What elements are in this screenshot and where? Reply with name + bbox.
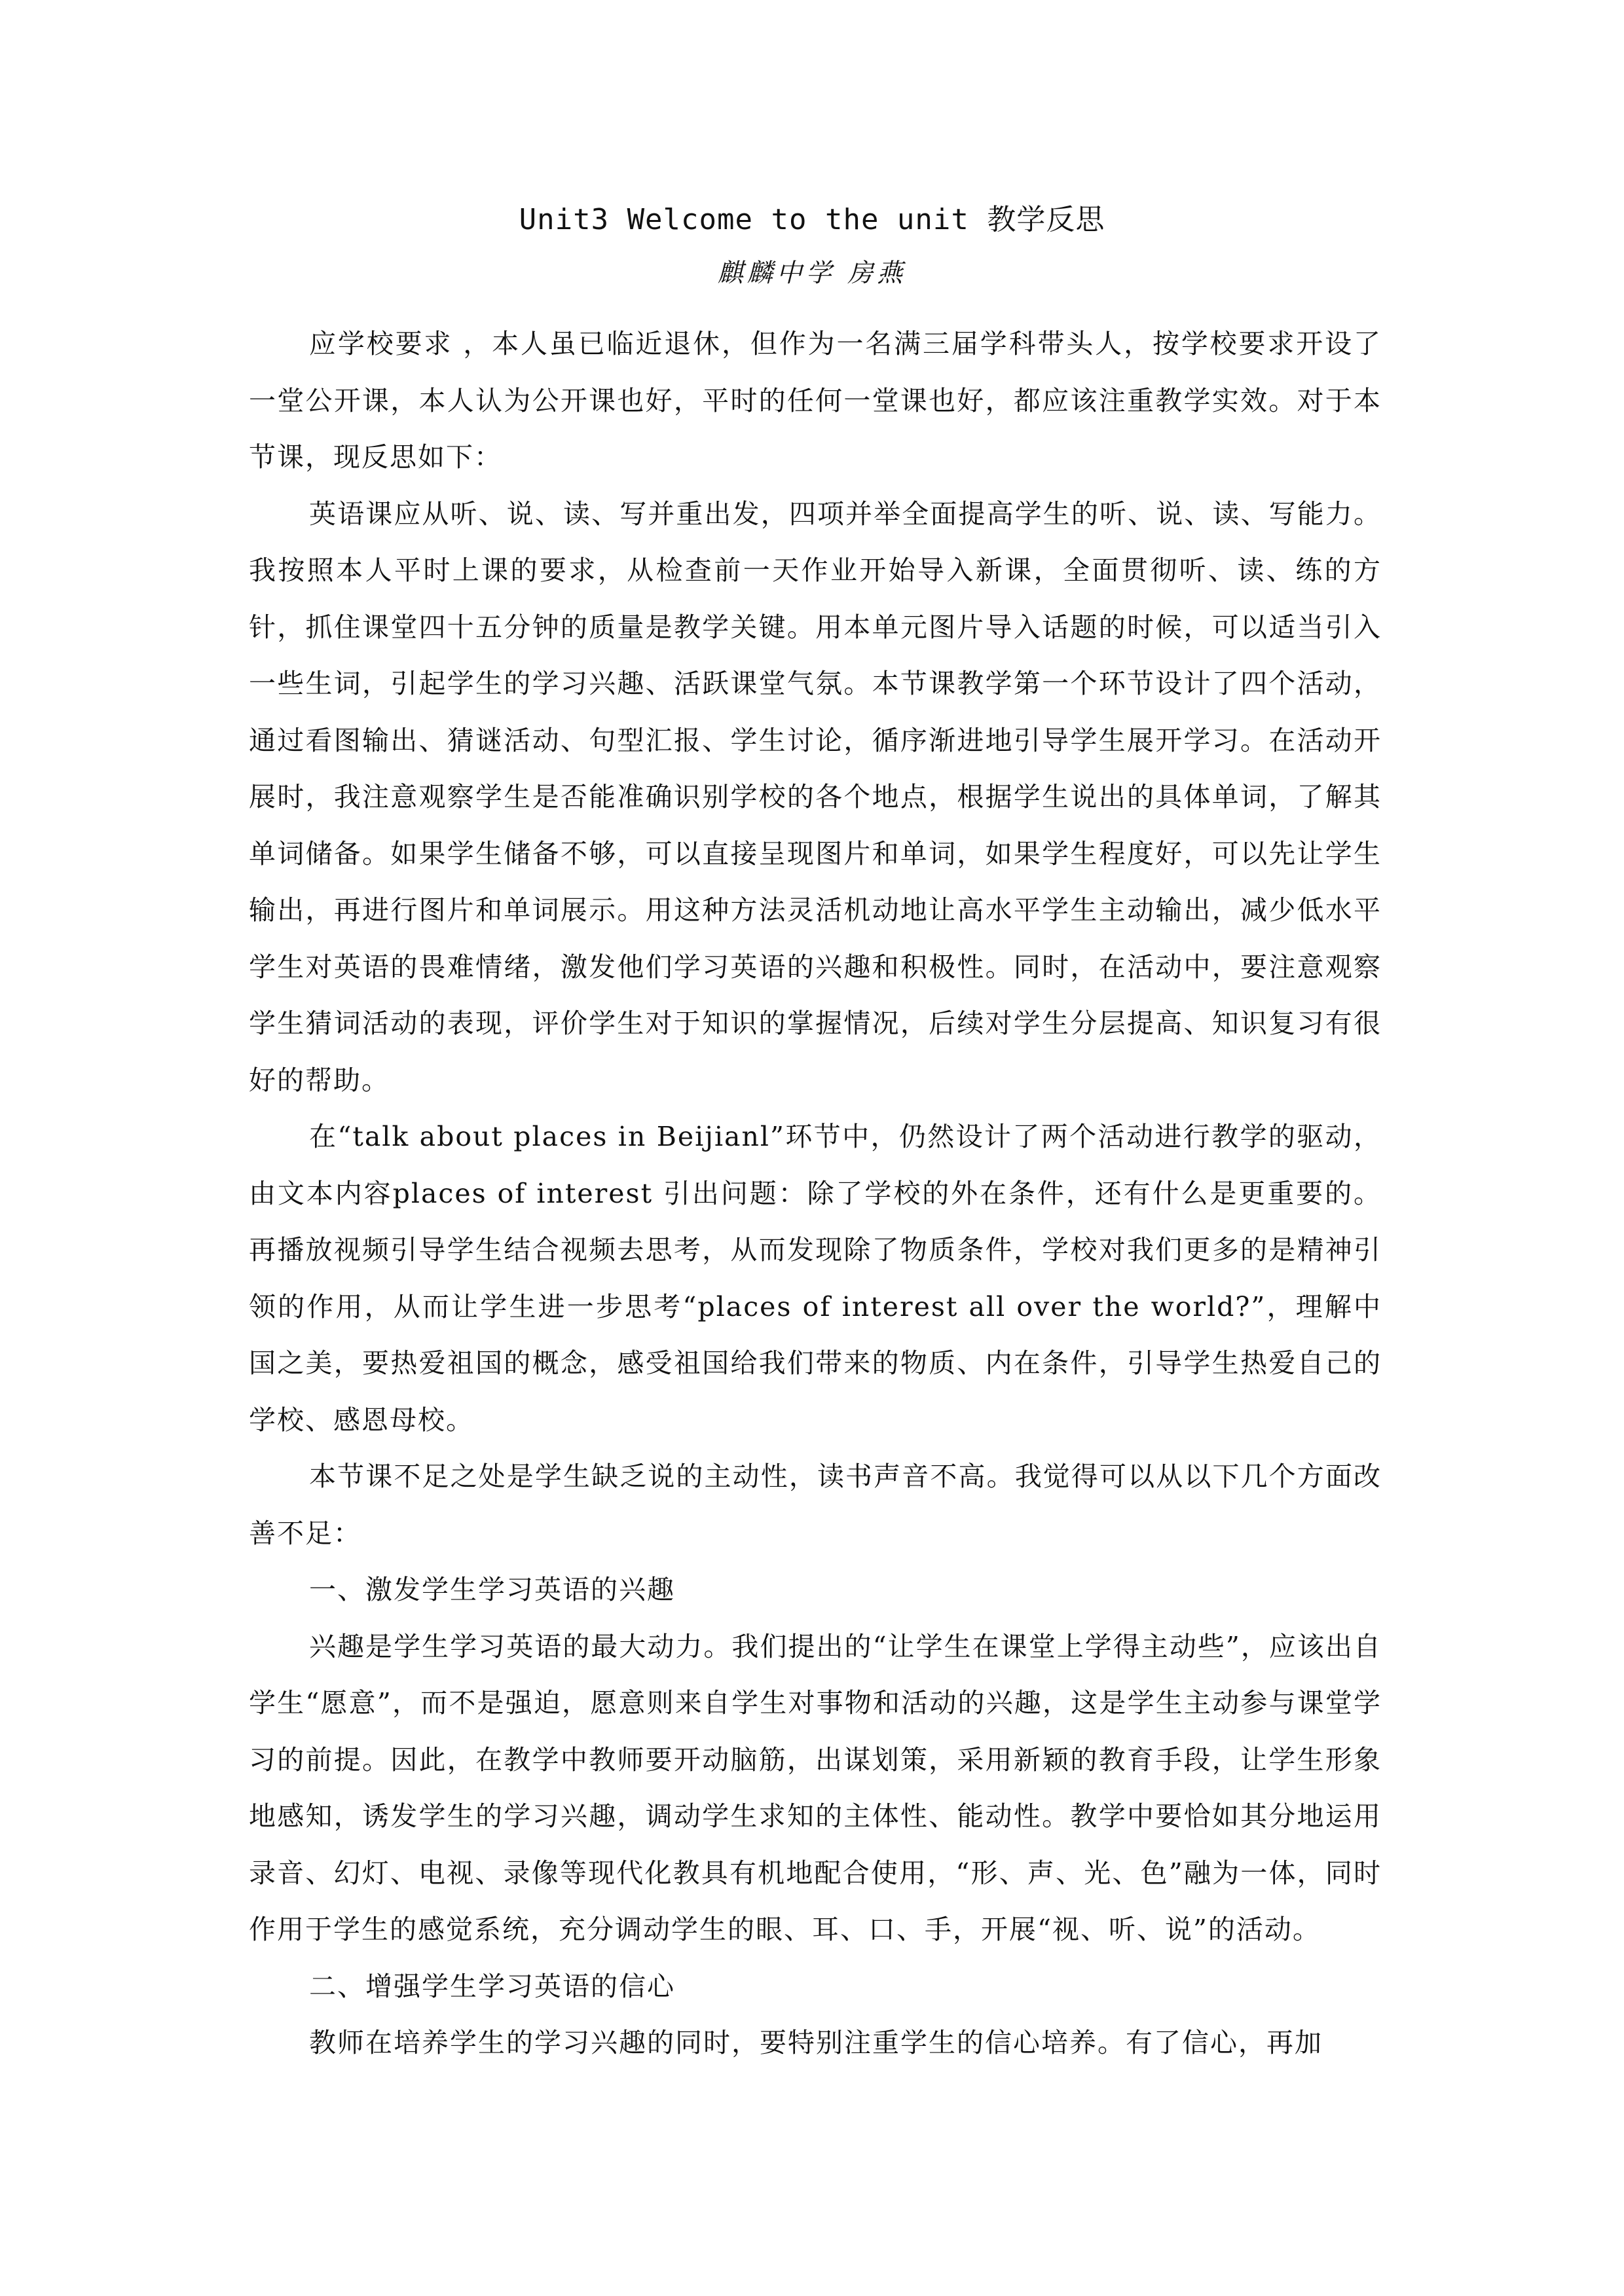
section-heading-interest: 一、激发学生学习英语的兴趣 — [309, 1574, 675, 1605]
section-heading-confidence: 二、增强学生学习英语的信心 — [309, 1970, 675, 2002]
paragraph-interest: 兴趣是学生学习英语的最大动力。我们提出的“让学生在课堂上学得主动些”，应该出自学生“愿意”，而不是强迫，愿意则来自学生对事物和活动的兴趣，这是学生主动参与课堂学习的前提。因此，在教学中教师要开动脑筋，出谋划策，采用新颖的教育手段，让学生形象地感知，诱发学生的学习兴趣，调动学生求知的主体性、能动性。教学中要恰如其分地运用录音、幻灯、电视、录像等现代化教具有机地配合使用，“形、声、光、色”融为一体，同时作用于学生的感觉系统，充分调动学生的眼、耳、口、手，开展“视、听、说”的活动。 — [249, 1630, 1382, 1945]
document-title: Unit3 Welcome to the unit 教学反思 — [519, 203, 1105, 236]
paragraph-intro: 应学校要求 ，本人虽已临近退休，但作为一名满三届学科带头人，按学校要求开设了一堂公开课，本人认为公开课也好，平时的任何一堂课也好，都应该注重教学实效。对于本节课，现反思如下： — [249, 328, 1382, 473]
author-line: 麒麟中学 房燕 — [717, 259, 907, 288]
paragraph-confidence: 教师在培养学生的学习兴趣的同时，要特别注重学生的信心培养。有了信心，再加 — [309, 2027, 1323, 2058]
document-body — [249, 316, 1382, 2071]
paragraph-teaching-process: 英语课应从听、说、读、写并重出发，四项并举全面提高学生的听、说、读、写能力。我按照本人平时上课的要求，从检查前一天作业开始导入新课，全面贯彻听、读、练的方针，抓住课堂四十五分钟的质量是教学关键。用本单元图片导入话题的时候，可以适当引入一些生词，引起学生的学习兴趣、活跃课堂气氛。本节课教学第一个环节设计了四个活动，通过看图输出、猜谜活动、句型汇报、学生讨论，循序渐进地引导学生展开学习。在活动开展时，我注意观察学生是否能准确识别学校的各个地点，根据学生说出的具体单词，了解其单词储备。如果学生储备不够，可以直接呈现图片和单词，如果学生程度好，可以先让学生输出，再进行图片和单词展示。用这种方法灵活机动地让高水平学生主动输出，减少低水平学生对英语的畏难情绪，激发他们学习英语的兴趣和积极性。同时，在活动中，要注意观察学生猜词活动的表现，评价学生对于知识的掌握情况，后续对学生分层提高、知识复习有很好的帮助。 — [249, 498, 1382, 1096]
paragraph-shortcomings: 本节课不足之处是学生缺乏说的主动性，读书声音不高。我觉得可以从以下几个方面改善不足： — [249, 1461, 1382, 1549]
paragraph-beijing-section: 在“talk about places in Beijianl”环节中，仍然设计了两个活动进行教学的驱动，由文本内容places of interest 引出问题：除了学校的外在条件，还有什么是更重要的。再播放视频引导学生结合视频去思考，从而发现除了物质条件，学校对我们更多的是精神引领的作用，从而让学生进一步思考“places of interest all over the world?”，理解中国之美，要热爱祖国的概念，感受祖国给我们带来的物质、内在条件，引导学生热爱自己的学校、感恩母校。 — [249, 1121, 1382, 1436]
